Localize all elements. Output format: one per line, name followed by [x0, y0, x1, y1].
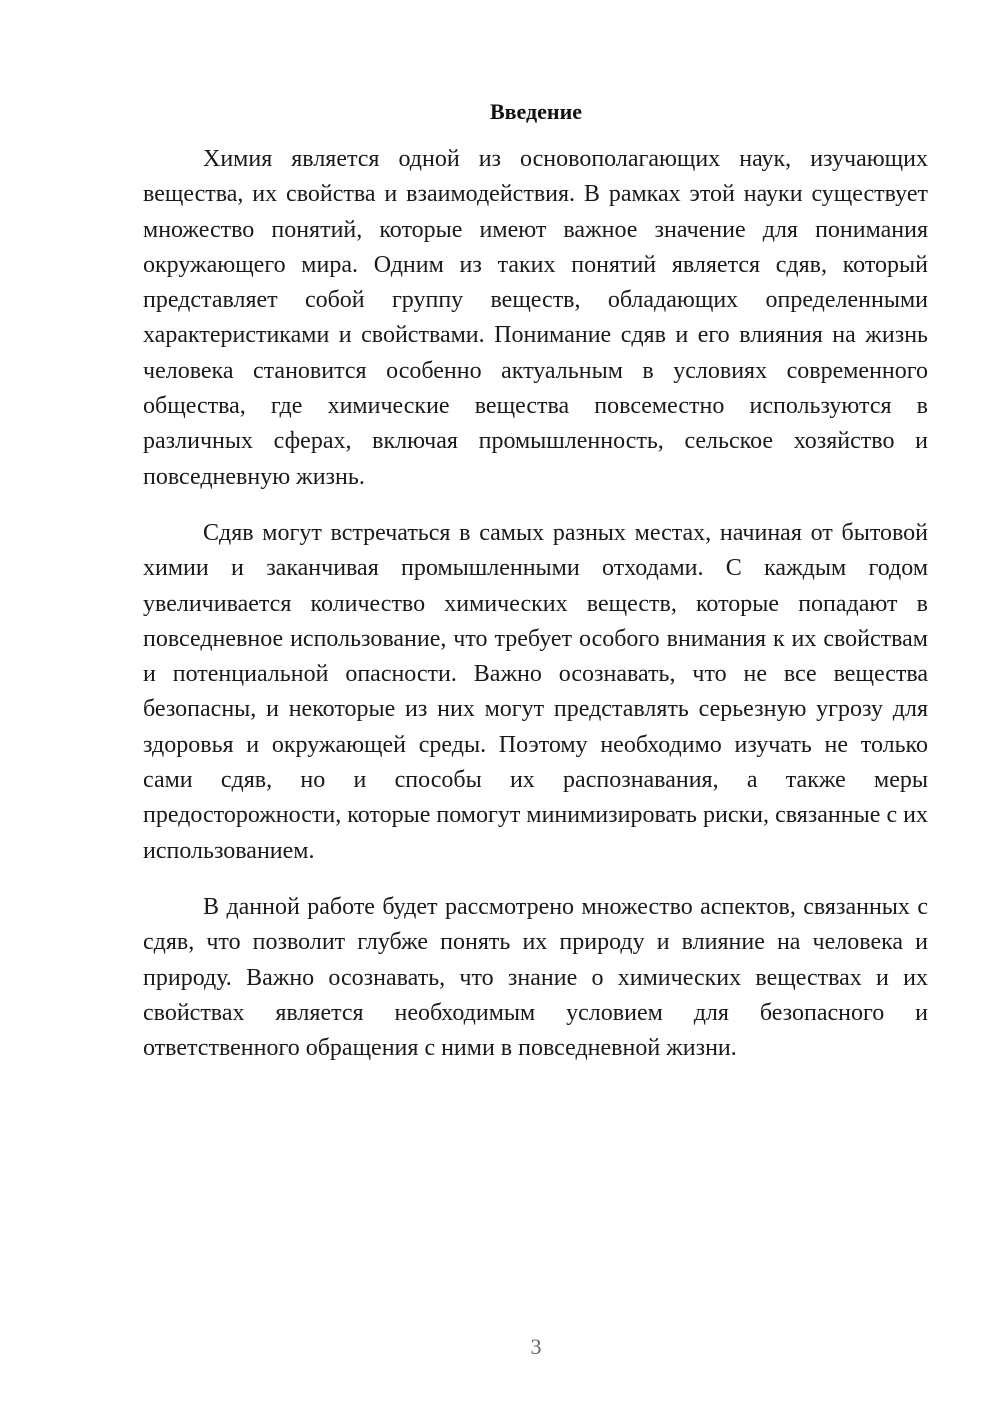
section-heading: Введение	[489, 99, 583, 124]
page-number: 3	[530, 1334, 542, 1359]
paragraph-3: В данной работе будет рассмотрено множество аспектов, связанных с сдяв, что позволит глубже понять их природу и влияние на человека и природу. Важно осознавать, что знание о химических веществах и их свойствах является необходимым условием для безопасного и ответственного обращения с ними в повседневной жизни.	[143, 893, 928, 1062]
paragraph-2: Сдяв могут встречаться в самых разных местах, начиная от бытовой химии и заканчивая промышленными отходами. С каждым годом увеличивается количество химических веществ, которые попадают в повседневное использование, что требует особого внимания к их свойствам и потенциальной опасности. Важно осознавать, что не все вещества безопасны, и некоторые из них могут представлять серьезную угрозу для здоровья и окружающей среды. Поэтому необходимо изучать не только сами сдяв, но и способы их распознавания, а также меры предосторожности, которые помогут минимизировать риски, связанные с их использованием.	[143, 519, 928, 864]
body-text	[143, 142, 928, 1087]
paragraph-1: Химия является одной из основополагающих наук, изучающих вещества, их свойства и взаимодействия. В рамках этой науки существует множество понятий, которые имеют важное значение для понимания окружающего мира. Одним из таких понятий является сдяв, который представляет собой группу веществ, обладающих определенными характеристиками и свойствами. Понимание сдяв и его влияния на жизнь человека становится особенно актуальным в условиях современного общества, где химические вещества повсеместно используются в различных сферах, включая промышленность, сельское хозяйство и повседневную жизнь.	[143, 146, 928, 490]
